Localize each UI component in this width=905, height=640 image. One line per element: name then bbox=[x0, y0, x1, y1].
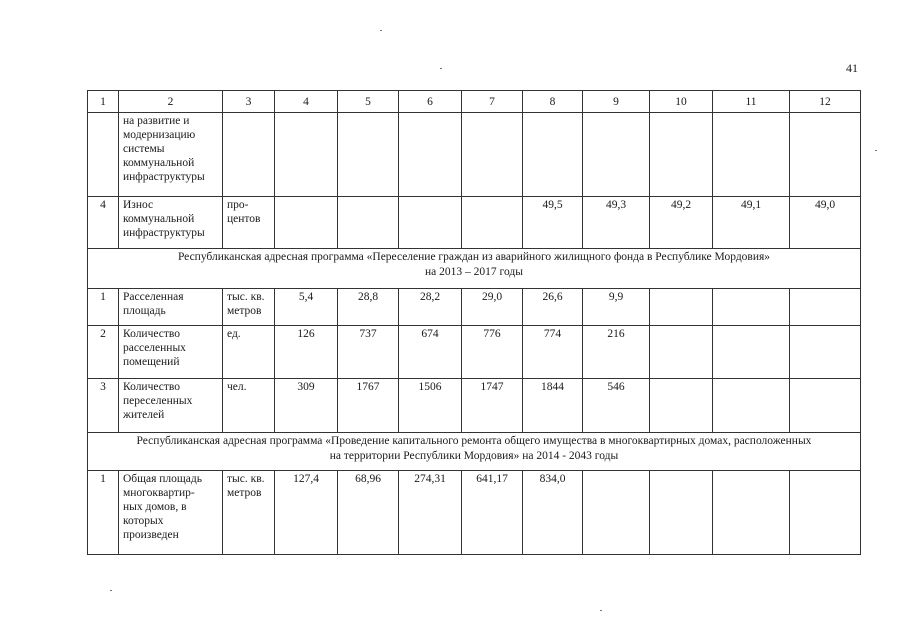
column-number-row bbox=[88, 91, 861, 113]
unit-line: тыс. кв. bbox=[227, 473, 265, 485]
value-cell: 126 bbox=[275, 326, 338, 379]
indicator-name-cell bbox=[119, 197, 223, 249]
program-row bbox=[88, 433, 861, 471]
scan-speck bbox=[380, 30, 382, 31]
column-number: 9 bbox=[583, 91, 650, 113]
scan-speck bbox=[110, 590, 112, 591]
value-cell bbox=[523, 113, 583, 197]
value-cell: 49,2 bbox=[650, 197, 713, 249]
row-number-cell bbox=[88, 113, 119, 197]
unit-line: центов bbox=[227, 213, 261, 225]
indicator-name-line: Износ bbox=[123, 199, 154, 211]
value-cell: 737 bbox=[338, 326, 399, 379]
value-cell bbox=[713, 289, 790, 326]
value-cell: 834,0 bbox=[523, 471, 583, 555]
indicator-name-line: модернизацию bbox=[123, 129, 196, 141]
value-cell bbox=[650, 289, 713, 326]
value-cell: 49,0 bbox=[790, 197, 861, 249]
table-row bbox=[88, 326, 861, 379]
indicators-table bbox=[87, 90, 861, 555]
row-number-cell: 2 bbox=[88, 326, 119, 379]
value-cell: 5,4 bbox=[275, 289, 338, 326]
value-cell bbox=[275, 113, 338, 197]
row-number-cell: 1 bbox=[88, 471, 119, 555]
column-number: 8 bbox=[523, 91, 583, 113]
value-cell: 26,6 bbox=[523, 289, 583, 326]
value-cell: 49,5 bbox=[523, 197, 583, 249]
indicator-name-line: Количество bbox=[123, 328, 180, 340]
value-cell: 49,1 bbox=[713, 197, 790, 249]
value-cell: 216 bbox=[583, 326, 650, 379]
program-title-cell bbox=[88, 249, 861, 289]
indicator-name-cell bbox=[119, 326, 223, 379]
indicator-name-line: многоквартир- bbox=[123, 487, 195, 499]
unit-cell bbox=[223, 326, 275, 379]
page-number: 41 bbox=[846, 61, 858, 75]
value-cell: 1506 bbox=[399, 379, 462, 433]
value-cell: 49,3 bbox=[583, 197, 650, 249]
program-row bbox=[88, 249, 861, 289]
indicator-name-line: коммунальной bbox=[123, 213, 195, 225]
value-cell bbox=[583, 113, 650, 197]
indicator-name-cell bbox=[119, 289, 223, 326]
value-cell bbox=[790, 379, 861, 433]
value-cell: 1767 bbox=[338, 379, 399, 433]
value-cell: 28,2 bbox=[399, 289, 462, 326]
value-cell bbox=[790, 113, 861, 197]
value-cell bbox=[462, 113, 523, 197]
indicator-name-line: помещений bbox=[123, 356, 180, 368]
value-cell: 674 bbox=[399, 326, 462, 379]
column-number: 2 bbox=[119, 91, 223, 113]
table-row bbox=[88, 471, 861, 555]
scan-speck bbox=[600, 610, 602, 611]
indicator-name-cell bbox=[119, 471, 223, 555]
value-cell: 774 bbox=[523, 326, 583, 379]
indicator-name-line: которых bbox=[123, 515, 164, 527]
program-title-cell bbox=[88, 433, 861, 471]
value-cell bbox=[338, 197, 399, 249]
value-cell: 641,17 bbox=[462, 471, 523, 555]
indicator-name-line: коммунальной bbox=[123, 157, 195, 169]
column-number: 10 bbox=[650, 91, 713, 113]
value-cell bbox=[713, 471, 790, 555]
indicator-name-cell bbox=[119, 113, 223, 197]
value-cell: 29,0 bbox=[462, 289, 523, 326]
value-cell bbox=[650, 326, 713, 379]
value-cell bbox=[713, 113, 790, 197]
program-title-line: на 2013 – 2017 годы bbox=[425, 266, 523, 278]
indicator-name-line: на развитие и bbox=[123, 115, 190, 127]
program-title-line: на территории Республики Мордовия» на 2014 - 2043 годы bbox=[329, 450, 619, 462]
value-cell bbox=[583, 471, 650, 555]
value-cell: 9,9 bbox=[583, 289, 650, 326]
value-cell bbox=[790, 326, 861, 379]
value-cell bbox=[713, 379, 790, 433]
unit-line: метров bbox=[227, 487, 262, 499]
value-cell bbox=[790, 289, 861, 326]
program-title-line: Республиканская адресная программа «Проведение капитального ремонта общего имущества в многоквартирных домах, расположенных bbox=[136, 435, 812, 447]
unit-cell bbox=[223, 379, 275, 433]
value-cell bbox=[399, 197, 462, 249]
indicator-name-cell bbox=[119, 379, 223, 433]
value-cell: 1844 bbox=[523, 379, 583, 433]
value-cell: 127,4 bbox=[275, 471, 338, 555]
indicator-name-line: системы bbox=[123, 143, 165, 155]
column-number: 12 bbox=[790, 91, 861, 113]
unit-line: тыс. кв. bbox=[227, 291, 265, 303]
program-title-line: Республиканская адресная программа «Переселение граждан из аварийного жилищного фонда в Республике Мордовия» bbox=[177, 251, 771, 263]
indicator-name-line: Расселенная bbox=[123, 291, 184, 303]
value-cell: 309 bbox=[275, 379, 338, 433]
indicator-name-line: расселенных bbox=[123, 342, 186, 354]
indicator-name-line: инфраструктуры bbox=[123, 227, 205, 239]
table-row bbox=[88, 289, 861, 326]
table-row bbox=[88, 379, 861, 433]
value-cell bbox=[650, 113, 713, 197]
value-cell bbox=[275, 197, 338, 249]
value-cell: 274,31 bbox=[399, 471, 462, 555]
value-cell: 68,96 bbox=[338, 471, 399, 555]
indicator-name-line: переселенных bbox=[123, 395, 193, 407]
value-cell bbox=[713, 326, 790, 379]
column-number: 1 bbox=[88, 91, 119, 113]
unit-line: ед. bbox=[227, 328, 241, 340]
table-row bbox=[88, 113, 861, 197]
indicator-name-line: произведен bbox=[123, 529, 179, 541]
table-row bbox=[88, 197, 861, 249]
row-number-cell: 3 bbox=[88, 379, 119, 433]
column-number: 7 bbox=[462, 91, 523, 113]
unit-line: про- bbox=[227, 199, 249, 211]
scan-speck bbox=[875, 150, 877, 151]
column-number: 3 bbox=[223, 91, 275, 113]
value-cell: 776 bbox=[462, 326, 523, 379]
value-cell bbox=[790, 471, 861, 555]
value-cell bbox=[650, 471, 713, 555]
value-cell bbox=[399, 113, 462, 197]
value-cell: 28,8 bbox=[338, 289, 399, 326]
value-cell: 1747 bbox=[462, 379, 523, 433]
unit-cell bbox=[223, 113, 275, 197]
unit-line: чел. bbox=[227, 381, 247, 393]
row-number-cell: 4 bbox=[88, 197, 119, 249]
column-number: 5 bbox=[338, 91, 399, 113]
value-cell: 546 bbox=[583, 379, 650, 433]
value-cell bbox=[650, 379, 713, 433]
column-number: 6 bbox=[399, 91, 462, 113]
value-cell bbox=[462, 197, 523, 249]
indicator-name-line: жителей bbox=[123, 409, 165, 421]
unit-cell bbox=[223, 197, 275, 249]
indicator-name-line: ных домов, в bbox=[123, 501, 187, 513]
indicator-name-line: площадь bbox=[123, 305, 166, 317]
column-number: 11 bbox=[713, 91, 790, 113]
value-cell bbox=[338, 113, 399, 197]
row-number-cell: 1 bbox=[88, 289, 119, 326]
indicator-name-line: Общая площадь bbox=[123, 473, 202, 485]
scan-speck bbox=[440, 68, 442, 69]
unit-line: метров bbox=[227, 305, 262, 317]
unit-cell bbox=[223, 471, 275, 555]
column-number: 4 bbox=[275, 91, 338, 113]
unit-cell bbox=[223, 289, 275, 326]
indicator-name-line: Количество bbox=[123, 381, 180, 393]
indicator-name-line: инфраструктуры bbox=[123, 171, 205, 183]
